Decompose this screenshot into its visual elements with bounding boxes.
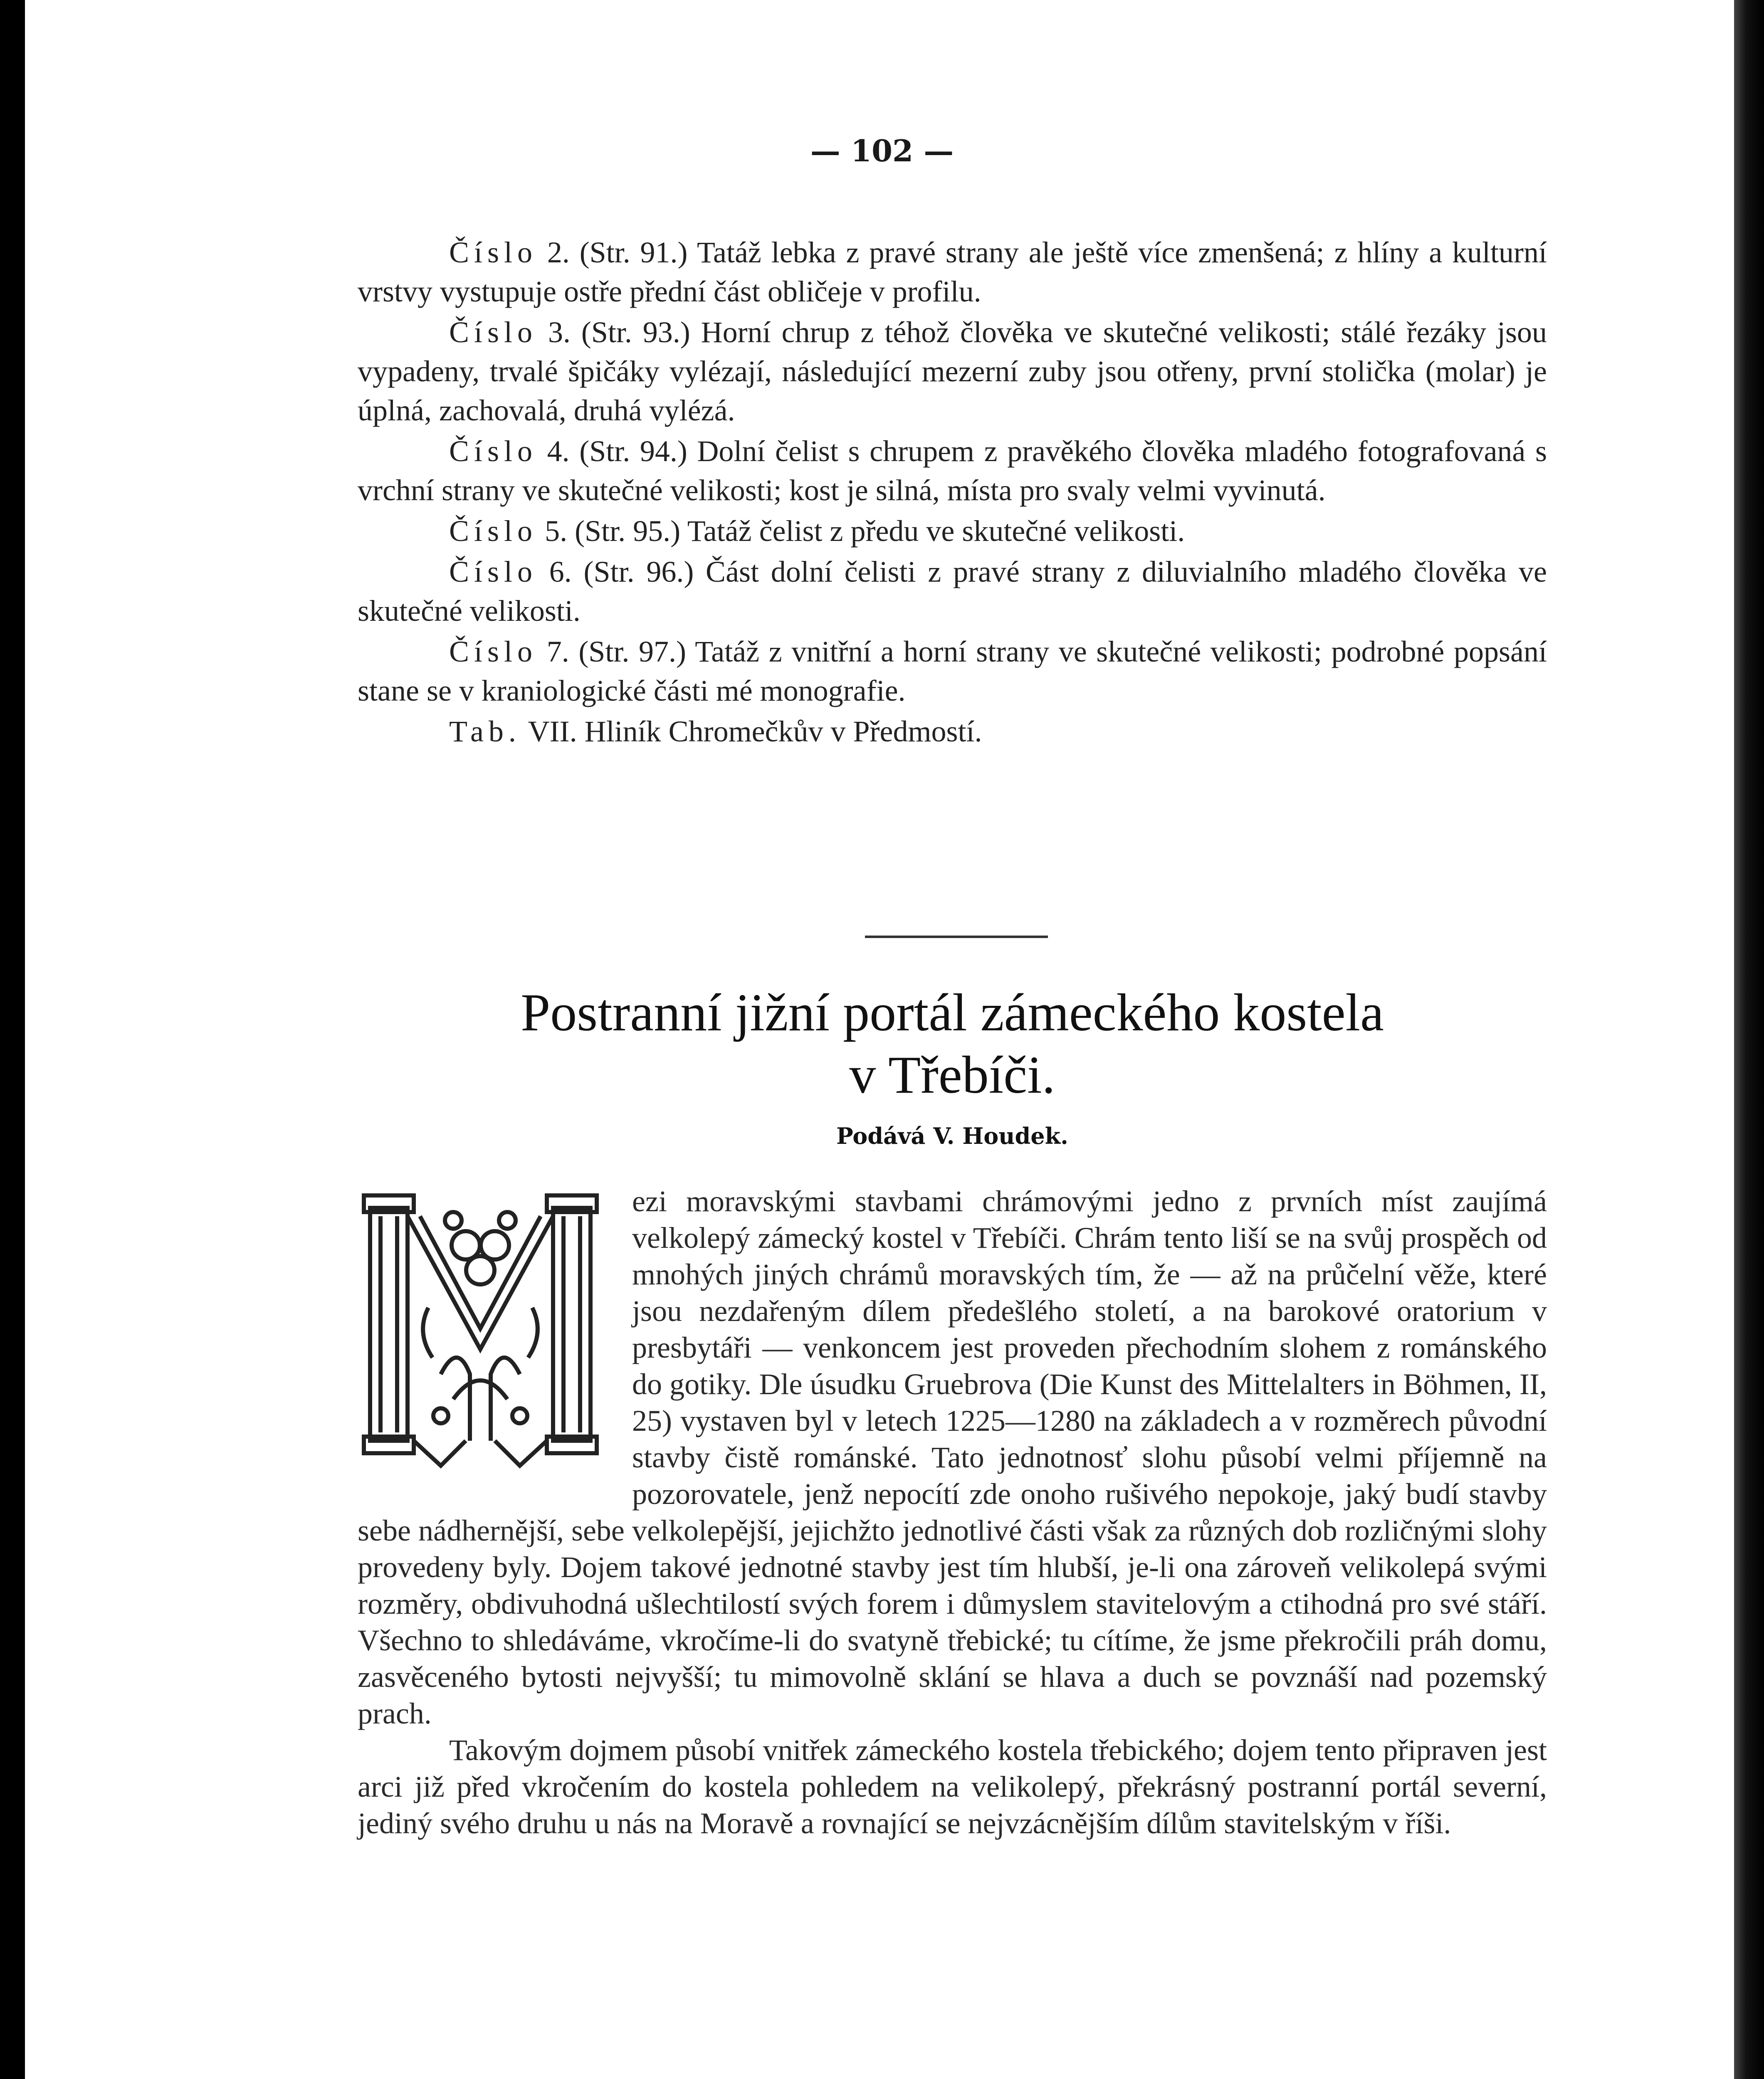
plate-caption	[358, 233, 1547, 311]
caption-label: Číslo	[449, 514, 538, 548]
plate-caption	[358, 313, 1547, 430]
paragraph-2	[358, 1732, 1547, 1842]
plate-caption	[358, 511, 1547, 551]
plate-caption	[358, 632, 1547, 710]
caption-label: Číslo	[449, 635, 538, 668]
paragraph-2-text: Takovým dojmem působí vnitřek zámeckého kostela třebického; dojem tento připraven jest arci již před vkročením do kostela pohledem na velikolepý, překrásný postranní portál severní, jediný svého druhu u nás na Moravě a rovnající se nejvzácnějším dílům stavitelským v říši.	[358, 1733, 1547, 1840]
plate-captions	[358, 233, 1547, 753]
plate-caption	[358, 552, 1547, 630]
article-title	[358, 981, 1547, 1106]
caption-label: Číslo	[449, 555, 538, 588]
caption-label: Číslo	[449, 236, 538, 269]
article-body	[358, 1183, 1547, 1842]
page-number: — 102 —	[810, 133, 954, 168]
caption-text: 5. (Str. 95.) Tatáž čelist z předu ve skutečné velikosti.	[537, 514, 1185, 548]
title-line-2: v Třebíči.	[849, 1045, 1055, 1104]
article-author: Podává V. Houdek.	[836, 1123, 1068, 1149]
caption-label: Číslo	[449, 316, 538, 349]
paragraph-1-text: ezi moravskými stavbami chrámovými jedno z prvních míst zaujímá velkolepý zámecký kostel v Třebíči. Chrám tento liší se na svůj prospěch od mnohých jiných chrámů moravských tím, že — až na průčelní věže, které jsou nezdařeným dílem předešlého století, a na barokové oratorium v presbytáři — venkoncem jest proveden přechodním slohem z románského do gotiky. Dle úsudku Gruebrova (Die Kunst des Mittelalters in Böhmen, II, 25) vystaven byl v letech 1225—1280 na základech a v rozměrech původní stavby čistě románské. Tato jednotnosť slohu působí velmi příjemně na pozorovatele, jenž nepocítí zde onoho rušivého nepokoje, jaký budí stavby sebe nádhernější, sebe velkolepější, jejichžto jednotlivé části však za různých dob rozličnými slohy provedeny byly. Dojem takové jednotné stavby jest tím hlubší, je-li ona zároveň velikolepá svými rozměry, obdivuhodná ušlechtilostí svých forem i důmyslem stavitelovým a ctihodná pro své stáří. Všechno to shledáváme, vkročíme-li do svatyně třebické; tu cítíme, že jsme překročili práh domu, zasvěceného bytosti nejvyšší; tu mimovolně sklání se hlava a duch se povznáší nad pozemský prach.	[358, 1185, 1547, 1730]
scan-edge	[1734, 0, 1764, 2079]
ornament-initial-icon	[358, 1183, 615, 1474]
title-line-1: Postranní jižní portál zámeckého kostela	[521, 983, 1384, 1042]
caption-label: Tab.	[449, 715, 521, 748]
caption-label: Číslo	[449, 435, 538, 468]
caption-text: 2. (Str. 91.) Tatáž lebka z pravé strany ale ještě více zmenšená; z hlíny a kulturní vrstvy vystupuje ostře přední část obličeje v profilu.	[358, 236, 1547, 308]
caption-text: 6. (Str. 96.) Část dolní čelisti z pravé strany z diluvialního mladého člověka ve skutečné velikosti.	[358, 555, 1547, 627]
plate-caption	[358, 712, 1547, 751]
plate-caption	[358, 432, 1547, 510]
caption-text: 3. (Str. 93.) Horní chrup z téhož člověka ve skutečné velikosti; stálé řezáky jsou vypadeny, trvalé špičáky vylézají, následující mezerní zuby jsou otřeny, první stolička (molar) je úplná, zachovalá, druhá vylézá.	[358, 316, 1547, 427]
decorated-initial-m	[358, 1183, 632, 1482]
caption-text: VII. Hliník Chromečkův v Předmostí.	[521, 715, 982, 748]
caption-text: 4. (Str. 94.) Dolní čelist s chrupem z pravěkého člověka mladého fotografovaná s vrchní strany ve skutečné velikosti; kost je silná, místa pro svaly velmi vyvinutá.	[358, 435, 1547, 507]
section-divider	[865, 936, 1048, 938]
caption-text: 7. (Str. 97.) Tatáž z vnitřní a horní strany ve skutečné velikosti; podrobné popsání stane se v kraniologické části mé monografie.	[358, 635, 1547, 707]
